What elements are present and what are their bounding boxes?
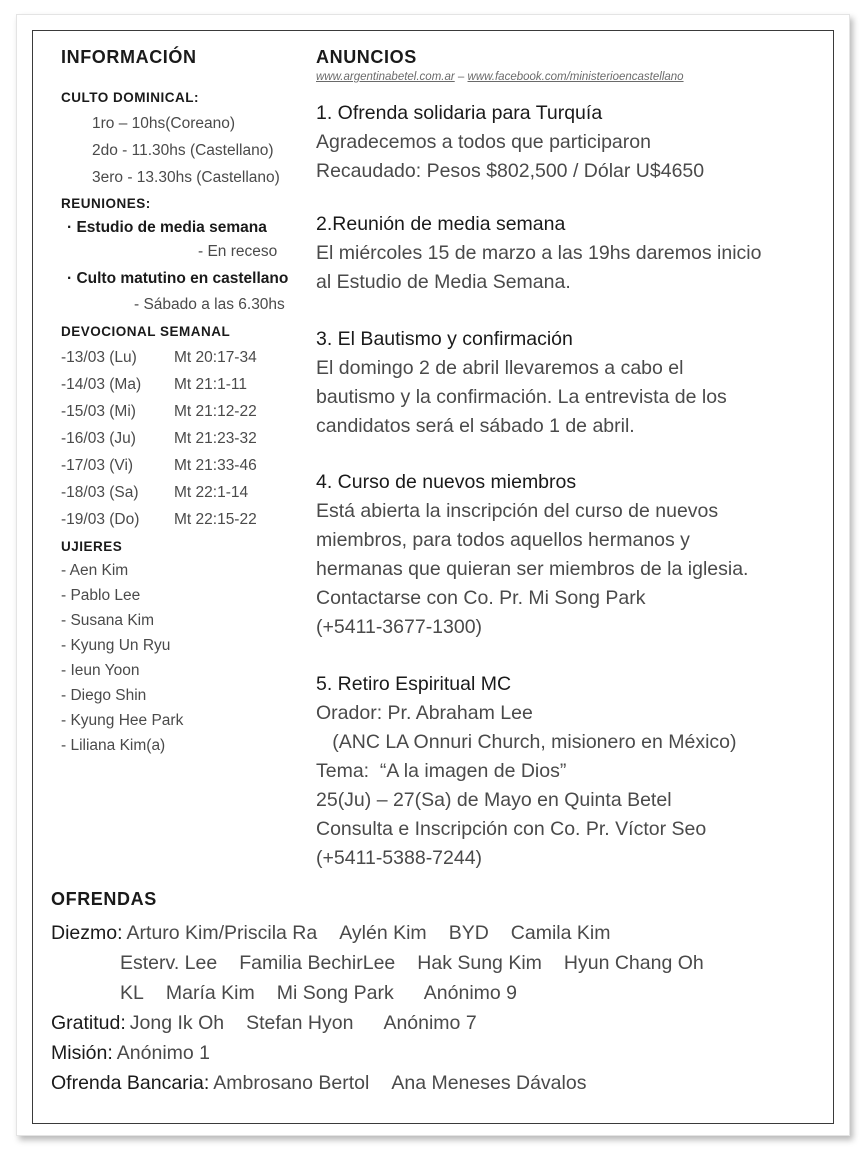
mision-line (51, 1042, 232, 1065)
announcement-line: 25(Ju) – 27(Sa) de Mayo en Quinta Betel (316, 789, 672, 811)
reunion-detail: - En receso (198, 243, 278, 260)
website-link[interactable]: www.argentinabetel.com.ar (316, 71, 455, 83)
devocional-row (61, 430, 291, 448)
donor-name: BYD (448, 922, 489, 944)
devocional-row (61, 403, 291, 421)
donor-name: Anónimo 7 (383, 1012, 477, 1034)
diezmo-line (51, 922, 632, 945)
announcement-line: Orador: Pr. Abraham Lee (316, 702, 533, 724)
devocional-ref: Mt 22:1-14 (174, 484, 249, 501)
devocional-ref: Mt 21:23-32 (174, 430, 257, 447)
reunion-item: · Culto matutino en castellano (67, 270, 289, 287)
donor-name: Familia BechirLee (239, 952, 396, 974)
devocional-day: -15/03 (Mi) (61, 403, 136, 420)
announcement-title: 2.Reunión de media semana (316, 213, 566, 235)
info-title: INFORMACIÓN (61, 47, 197, 67)
diezmo-label: Diezmo: (51, 922, 123, 944)
announcement-line: Consulta e Inscripción con Co. Pr. Víctor Seo (316, 818, 707, 840)
ujier-item: - Kyung Un Ryu (61, 637, 171, 654)
culto-item: 2do - 11.30hs (Castellano) (92, 142, 274, 159)
devocional-ref: Mt 21:12-22 (174, 403, 257, 420)
donor-name: Esterv. Lee (120, 952, 218, 974)
donor-name: KL (120, 982, 144, 1004)
announcement-line: Agradecemos a todos que participaron (316, 131, 651, 153)
culto-heading: CULTO DOMINICAL: (61, 90, 199, 105)
announcement-title: 5. Retiro Espiritual MC (316, 673, 512, 695)
announcement-line: candidatos será el sábado 1 de abril. (316, 415, 635, 437)
devocional-row (61, 349, 291, 367)
facebook-link[interactable]: www.facebook.com/ministerioencastellano (467, 71, 684, 83)
announcement-line: (+5411-3677-1300) (316, 616, 483, 638)
ujier-item: - Susana Kim (61, 612, 155, 629)
announcement-4 (316, 468, 748, 642)
donor-name: Ambrosano Bertol (213, 1072, 370, 1094)
ujier-item: - Aen Kim (61, 562, 129, 579)
devocional-ref: Mt 21:1-11 (174, 376, 247, 393)
ujier-item: - Kyung Hee Park (61, 712, 184, 729)
announcement-1 (316, 99, 704, 186)
announcement-line: bautismo y la confirmación. La entrevista de los (316, 386, 727, 408)
donor-name: María Kim (165, 982, 255, 1004)
announcement-line: Tema: “A la imagen de Dios” (316, 760, 567, 782)
announcement-title: 3. El Bautismo y confirmación (316, 328, 573, 350)
donor-name: Mi Song Park (276, 982, 394, 1004)
diezmo-line (120, 952, 726, 975)
diezmo-line (120, 982, 539, 1005)
donor-name: Arturo Kim/Priscila Ra (126, 922, 318, 944)
announcement-line: (+5411-5388-7244) (316, 847, 483, 869)
donor-name: Stefan Hyon (246, 1012, 354, 1034)
announcement-line: Contactarse con Co. Pr. Mi Song Park (316, 587, 646, 609)
devocional-ref: Mt 21:33-46 (174, 457, 257, 474)
announcement-line: El miércoles 15 de marzo a las 19hs daremos inicio (316, 242, 762, 264)
culto-item: 3ero - 13.30hs (Castellano) (92, 169, 280, 186)
donor-name: Camila Kim (510, 922, 611, 944)
reunion-item: · Estudio de media semana (67, 219, 267, 236)
culto-item: 1ro – 10hs(Coreano) (92, 115, 236, 132)
reunion-detail: - Sábado a las 6.30hs (134, 296, 285, 313)
ujieres-heading: UJIERES (61, 539, 123, 554)
devocional-row (61, 484, 291, 502)
announcement-title: 1. Ofrenda solidaria para Turquía (316, 102, 603, 124)
devocional-day: -16/03 (Ju) (61, 430, 136, 447)
reuniones-heading: REUNIONES: (61, 196, 151, 211)
devocional-row (61, 457, 291, 475)
announcement-5 (316, 670, 737, 873)
anuncios-title: ANUNCIOS (316, 47, 417, 67)
announcement-2 (316, 210, 761, 297)
gratitud-label: Gratitud: (51, 1012, 126, 1034)
donor-name: Hyun Chang Oh (563, 952, 704, 974)
ofrendas-title: OFRENDAS (51, 889, 157, 909)
donor-name: Anónimo 1 (116, 1042, 211, 1064)
announcement-line: al Estudio de Media Semana. (316, 271, 571, 293)
announcement-3 (316, 325, 727, 441)
donor-name: Anónimo 9 (423, 982, 518, 1004)
devocional-day: -19/03 (Do) (61, 511, 140, 528)
announcement-line: El domingo 2 de abril llevaremos a cabo el (316, 357, 684, 379)
announcement-line: miembros, para todos aquellos hermanos y (316, 529, 690, 551)
ujier-item: - Diego Shin (61, 687, 147, 704)
donor-name: Hak Sung Kim (417, 952, 542, 974)
donor-name: Ana Meneses Dávalos (391, 1072, 587, 1094)
ujier-item: - Liliana Kim(a) (61, 737, 166, 754)
ujier-item: - Ieun Yoon (61, 662, 140, 679)
announcement-title: 4. Curso de nuevos miembros (316, 471, 577, 493)
web-links (316, 71, 684, 83)
devocional-ref: Mt 22:15-22 (174, 511, 257, 528)
devocional-ref: Mt 20:17-34 (174, 349, 257, 366)
announcement-line: Recaudado: Pesos $802,500 / Dólar U$4650 (316, 160, 705, 182)
announcement-line: (ANC LA Onnuri Church, misionero en México) (316, 731, 737, 753)
devocional-day: -14/03 (Ma) (61, 376, 142, 393)
devocional-day: -18/03 (Sa) (61, 484, 139, 501)
devocional-day: -17/03 (Vi) (61, 457, 134, 474)
announcement-line: Está abierta la inscripción del curso de nuevos (316, 500, 719, 522)
bancaria-line (51, 1072, 608, 1095)
devocional-row (61, 376, 291, 394)
devocional-day: -13/03 (Lu) (61, 349, 137, 366)
ujier-item: - Pablo Lee (61, 587, 141, 604)
mision-label: Misión: (51, 1042, 113, 1064)
devocional-row (61, 511, 291, 529)
bancaria-label: Ofrenda Bancaria: (51, 1072, 210, 1094)
donor-name: Jong Ik Oh (129, 1012, 225, 1034)
devocional-heading: DEVOCIONAL SEMANAL (61, 324, 231, 339)
announcement-line: hermanas que quieran ser miembros de la iglesia. (316, 558, 749, 580)
gratitud-line (51, 1012, 499, 1035)
donor-name: Aylén Kim (339, 922, 427, 944)
link-separator: – (454, 71, 468, 83)
